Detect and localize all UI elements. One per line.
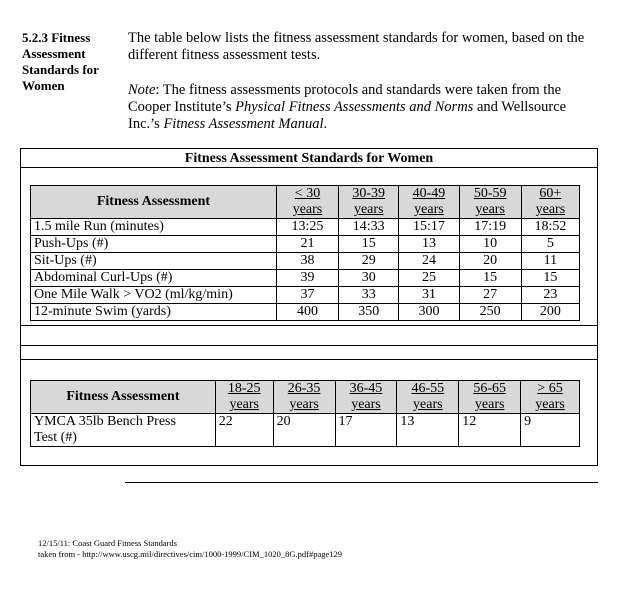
note-source-1: Physical Fitness Assessments and Norms (235, 99, 474, 115)
standard-value: 13 (399, 236, 459, 253)
section-heading: 5.2.3 Fitness Assessment Standards for Women (22, 30, 99, 93)
divider (21, 359, 597, 360)
assessment-label-line-1: YMCA 35lb Bench Press (34, 414, 176, 429)
assessment-label: 1.5 mile Run (minutes) (31, 219, 277, 236)
standard-value: 350 (339, 304, 399, 321)
divider (21, 345, 597, 346)
footer-line-2: taken from - http://www.uscg.mil/directives/cim/1000-1999/CIM_1020_8G.pdf#page129 (38, 549, 342, 559)
intro-paragraph: The table below lists the fitness assessment standards for women, based on the different fitness assessment tests. (128, 30, 585, 63)
standard-value: 20 (459, 253, 521, 270)
age-unit: years (475, 202, 505, 217)
header-age-group (397, 381, 459, 414)
standard-value: 20 (273, 414, 335, 447)
age-range: 40-49 (412, 186, 446, 201)
standard-value: 13:25 (276, 219, 338, 236)
standard-value: 22 (215, 414, 273, 447)
age-range: 60+ (539, 186, 562, 201)
standard-value: 37 (276, 287, 338, 304)
standard-value: 29 (339, 253, 399, 270)
table-row (31, 236, 580, 253)
table-header-row (31, 381, 580, 414)
standard-value: 300 (399, 304, 459, 321)
assessment-label: 12-minute Swim (yards) (31, 304, 277, 321)
standard-value: 31 (399, 287, 459, 304)
standard-value: 30 (339, 270, 399, 287)
standard-value: 39 (276, 270, 338, 287)
header-age-group (273, 381, 335, 414)
standard-value: 14:33 (339, 219, 399, 236)
table-header-row (31, 186, 580, 219)
divider (21, 325, 597, 326)
header-age-group (399, 186, 459, 219)
footnote-rule (125, 482, 598, 483)
footer-line-1: 12/15/11: Coast Guard Fitness Standards (38, 538, 177, 548)
age-range: < 30 (294, 186, 321, 201)
age-unit: years (535, 397, 565, 412)
header-age-group (459, 186, 521, 219)
age-unit: years (292, 202, 323, 217)
standards-table-main (30, 185, 580, 321)
note-text-2: and Wellsource Inc.’s (128, 99, 567, 132)
standard-value: 250 (459, 304, 521, 321)
standard-value: 17 (335, 414, 397, 447)
standards-table-bench (30, 380, 580, 447)
age-unit: years (474, 397, 505, 412)
age-unit: years (229, 397, 259, 412)
standard-value: 17:19 (459, 219, 521, 236)
standard-value: 18:52 (521, 219, 579, 236)
standard-value: 15:17 (399, 219, 459, 236)
header-age-group (521, 186, 579, 219)
header-age-group (339, 186, 399, 219)
age-unit: years (535, 202, 566, 217)
table-title: Fitness Assessment Standards for Women (21, 149, 597, 168)
table-row (31, 253, 580, 270)
age-unit: years (413, 397, 443, 412)
table-row (31, 219, 580, 236)
note-label: Note (128, 82, 156, 98)
standard-value: 15 (521, 270, 579, 287)
standard-value: 38 (276, 253, 338, 270)
standard-value: 15 (339, 236, 399, 253)
age-range: 18-25 (227, 381, 261, 396)
assessment-label-line-2: Test (#) (34, 430, 77, 445)
note-paragraph (128, 82, 598, 133)
age-range: 26-35 (287, 381, 321, 396)
standard-value: 33 (339, 287, 399, 304)
header-age-group (215, 381, 273, 414)
standard-value: 25 (399, 270, 459, 287)
header-age-group (276, 186, 338, 219)
assessment-label: Push-Ups (#) (31, 236, 277, 253)
assessment-label: Abdominal Curl-Ups (#) (31, 270, 277, 287)
age-range: 30-39 (352, 186, 386, 201)
assessment-label: One Mile Walk > VO2 (ml/kg/min) (31, 287, 277, 304)
assessment-label: Sit-Ups (#) (31, 253, 277, 270)
table-row (31, 270, 580, 287)
standard-value: 24 (399, 253, 459, 270)
standard-value: 200 (521, 304, 579, 321)
standard-value: 10 (459, 236, 521, 253)
age-range: 36-45 (349, 381, 383, 396)
note-text-3: . (323, 116, 328, 132)
header-fitness-assessment: Fitness Assessment (31, 381, 216, 414)
age-unit: years (289, 397, 319, 412)
standard-value: 400 (276, 304, 338, 321)
standard-value: 21 (276, 236, 338, 253)
header-age-group (459, 381, 521, 414)
table-row (31, 414, 580, 447)
standard-value: 12 (459, 414, 521, 447)
footer (38, 538, 342, 560)
standard-value: 9 (521, 414, 580, 447)
standard-value: 15 (459, 270, 521, 287)
age-range: > 65 (537, 381, 563, 396)
note-text-1: : The fitness assessments protocols and standards were taken from the Cooper Institute’s (128, 82, 562, 115)
table-row (31, 287, 580, 304)
header-age-group (521, 381, 580, 414)
age-unit: years (353, 202, 384, 217)
header-age-group (335, 381, 397, 414)
header-fitness-assessment: Fitness Assessment (31, 186, 277, 219)
age-range: 46-55 (411, 381, 445, 396)
standard-value: 13 (397, 414, 459, 447)
assessment-label (31, 414, 216, 447)
age-unit: years (414, 202, 444, 217)
standard-value: 23 (521, 287, 579, 304)
standard-value: 27 (459, 287, 521, 304)
age-range: 56-65 (473, 381, 507, 396)
table-row (31, 304, 580, 321)
standard-value: 11 (521, 253, 579, 270)
age-range: 50-59 (473, 186, 507, 201)
age-unit: years (351, 397, 381, 412)
standard-value: 5 (521, 236, 579, 253)
note-source-2: Fitness Assessment Manual (163, 116, 324, 132)
